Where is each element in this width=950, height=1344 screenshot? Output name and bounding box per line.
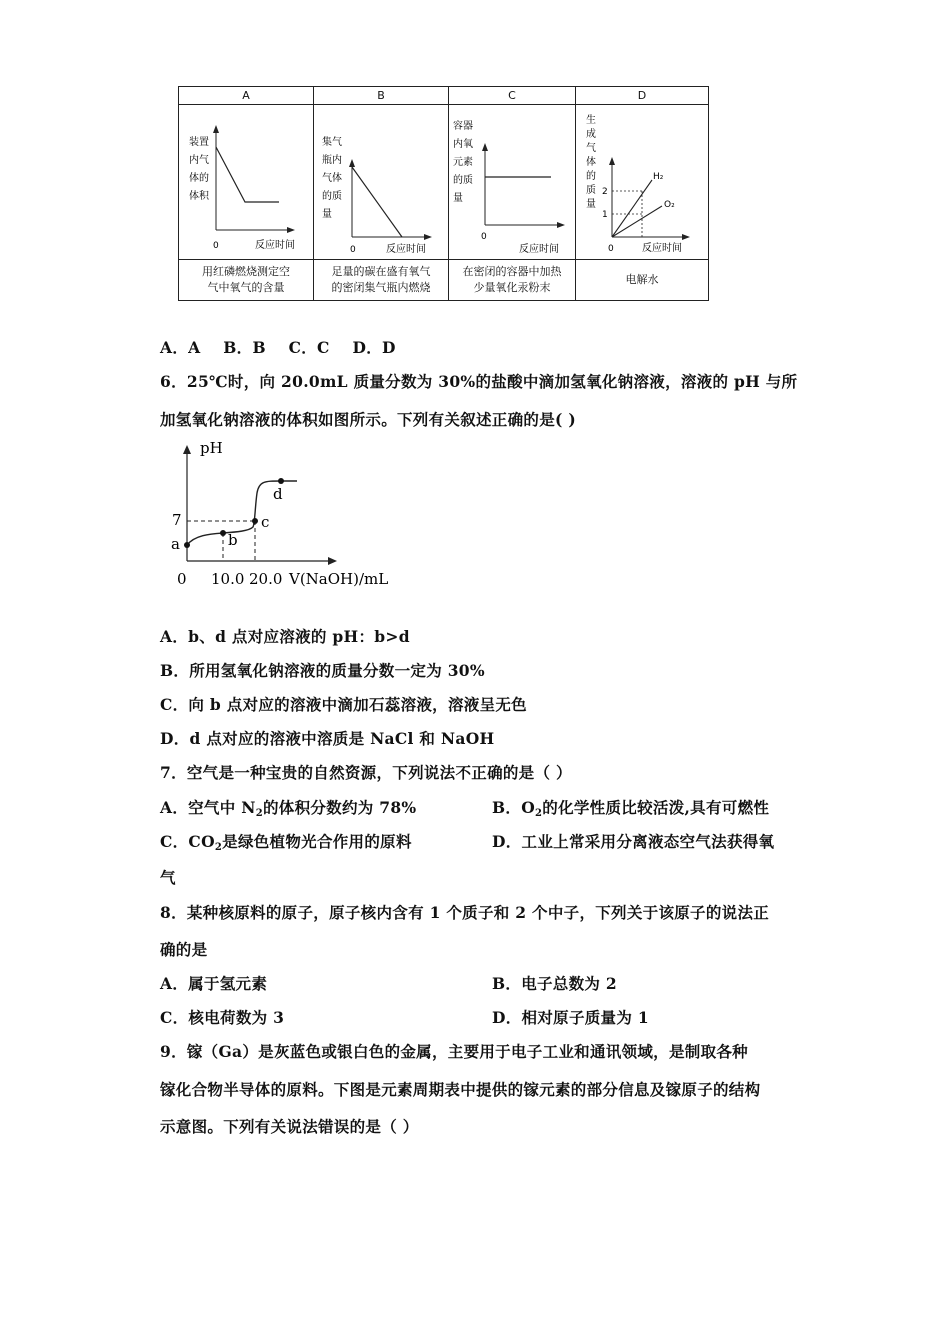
q7-option-b bbox=[492, 796, 769, 819]
header-c: C bbox=[449, 87, 576, 105]
graph-b-curve bbox=[352, 167, 402, 237]
caption-a-line1: 用红磷燃烧测定空 bbox=[202, 265, 290, 278]
graph-a-ylabel-4: 体积 bbox=[189, 191, 209, 202]
ph-x-10: 10.0 bbox=[211, 570, 245, 588]
q8-option-c: C．核电荷数为 3 bbox=[160, 1008, 285, 1027]
caption-b-line2: 的密闭集气瓶内燃烧 bbox=[331, 281, 431, 294]
graph-d-o2-line bbox=[612, 206, 662, 237]
graph-cell-b bbox=[314, 105, 449, 260]
q6-stem-line2: 加氢氧化钠溶液的体积如图所示。下列有关叙述正确的是( ) bbox=[160, 410, 576, 429]
graph-d-ylabel-2: 成 bbox=[586, 129, 596, 140]
q7-option-d-cont: 气 bbox=[160, 868, 176, 887]
graph-d-o2-label: O₂ bbox=[664, 200, 675, 210]
graph-d-y-arrow bbox=[609, 157, 615, 165]
graph-cell-c bbox=[449, 105, 576, 260]
graph-b-y-arrow bbox=[349, 159, 355, 167]
ph-graph bbox=[165, 435, 405, 595]
graph-b bbox=[314, 105, 448, 255]
graph-a bbox=[179, 105, 313, 255]
caption-d bbox=[576, 260, 709, 301]
q7-b-post: 的化学性质比较活泼,具有可燃性 bbox=[542, 798, 770, 817]
q6-stem-line1: 6．25℃时，向 20.0mL 质量分数为 30%的盐酸中滴加氢氧化钠溶液，溶液的 pH 与所 bbox=[160, 372, 798, 391]
graph-c-xlabel: 反应时间 bbox=[519, 244, 559, 255]
ph-xlabel: V(NaOH)/mL bbox=[289, 570, 389, 588]
q6-option-a: A．b、d 点对应溶液的 pH：b>d bbox=[160, 627, 410, 646]
q8-stem-line2: 确的是 bbox=[160, 940, 208, 959]
q8-stem-line1: 8．某种核原料的原子，原子核内含有 1 个质子和 2 个中子，下列关于该原子的说法正 bbox=[160, 903, 770, 922]
graph-d-ylabel-5: 的 bbox=[586, 171, 596, 182]
graph-d-tick-2: 2 bbox=[602, 187, 608, 197]
q9-line2: 镓化合物半导体的原料。下图是元素周期表中提供的镓元素的部分信息及镓原子的结构 bbox=[160, 1080, 761, 1099]
q7-option-d: D．工业上常采用分离液态空气法获得氧 bbox=[492, 832, 775, 851]
graph-cell-d bbox=[576, 105, 709, 260]
graph-d-ylabel-7: 量 bbox=[586, 199, 596, 210]
graph-a-ylabel-1: 装置 bbox=[189, 137, 209, 148]
caption-c bbox=[449, 260, 576, 301]
graph-c-ylabel-2: 内氧 bbox=[453, 139, 473, 150]
graph-cell-a bbox=[179, 105, 314, 260]
graph-d-h2-line bbox=[612, 180, 652, 237]
header-b: B bbox=[314, 87, 449, 105]
q7-c-post: 是绿色植物光合作用的原料 bbox=[222, 832, 412, 851]
ph-y-arrow bbox=[183, 445, 191, 454]
graph-a-ylabel-2: 内气 bbox=[189, 155, 209, 166]
graph-a-origin: 0 bbox=[213, 241, 219, 251]
caption-a bbox=[179, 260, 314, 301]
ph-label-d: d bbox=[273, 485, 283, 503]
graph-b-ylabel-4: 的质 bbox=[322, 191, 342, 202]
q8-option-b: B．电子总数为 2 bbox=[492, 974, 617, 993]
caption-c-line1: 在密闭的容器中加热 bbox=[462, 265, 562, 278]
graph-d-ylabel-3: 气 bbox=[586, 143, 596, 154]
q9-line3: 示意图。下列有关说法错误的是（ ） bbox=[160, 1117, 419, 1136]
ph-x-0: 0 bbox=[177, 570, 187, 588]
q8-option-d: D．相对原子质量为 1 bbox=[492, 1008, 649, 1027]
graph-b-ylabel-3: 气体 bbox=[322, 173, 342, 184]
q7-option-c bbox=[160, 830, 412, 853]
graph-c-ylabel-3: 元素 bbox=[453, 157, 473, 168]
graph-a-y-arrow bbox=[213, 125, 219, 133]
q6-option-b: B．所用氢氧化钠溶液的质量分数一定为 30% bbox=[160, 661, 485, 680]
ph-point-a bbox=[184, 542, 190, 548]
q9-line1: 9．镓（Ga）是灰蓝色或银白色的金属，主要用于电子工业和通讯领域，是制取各种 bbox=[160, 1042, 748, 1061]
ph-point-d bbox=[278, 478, 284, 484]
q7-b-sub: 2 bbox=[535, 808, 543, 819]
graph-a-x-arrow bbox=[287, 227, 295, 233]
caption-c-line2: 少量氧化汞粉末 bbox=[473, 281, 551, 294]
graph-c-ylabel-4: 的质 bbox=[453, 175, 473, 186]
q7-b-pre: B．O bbox=[492, 798, 536, 817]
graph-d-origin: 0 bbox=[608, 244, 614, 254]
q7-c-pre: C．CO bbox=[160, 832, 215, 851]
q8-option-a: A．属于氢元素 bbox=[160, 974, 268, 993]
ph-label-7: 7 bbox=[172, 511, 182, 529]
graph-d bbox=[576, 105, 708, 255]
graph-a-curve bbox=[216, 147, 279, 202]
graph-b-ylabel-5: 量 bbox=[322, 209, 332, 220]
ph-ylabel: pH bbox=[200, 439, 223, 457]
graph-d-ylabel-4: 体 bbox=[586, 157, 596, 168]
ph-point-c bbox=[252, 518, 258, 524]
ph-label-c: c bbox=[261, 513, 270, 531]
graph-c bbox=[449, 105, 575, 255]
q6-option-d: D．d 点对应的溶液中溶质是 NaCl 和 NaOH bbox=[160, 729, 495, 748]
graph-a-ylabel-3: 体的 bbox=[189, 173, 209, 184]
header-d: D bbox=[576, 87, 709, 105]
graph-b-x-arrow bbox=[424, 234, 432, 240]
ph-x-20: 20.0 bbox=[249, 570, 283, 588]
graph-b-origin: 0 bbox=[350, 245, 356, 255]
graph-c-origin: 0 bbox=[481, 232, 487, 242]
graph-d-h2-label: H₂ bbox=[653, 172, 664, 182]
graph-c-ylabel-5: 量 bbox=[453, 193, 463, 204]
graph-d-xlabel: 反应时间 bbox=[642, 243, 682, 254]
q7-stem: 7．空气是一种宝贵的自然资源，下列说法不正确的是（ ） bbox=[160, 763, 572, 782]
graph-c-x-arrow bbox=[557, 222, 565, 228]
q6-option-c: C．向 b 点对应的溶液中滴加石蕊溶液，溶液呈无色 bbox=[160, 695, 527, 714]
ph-label-a: a bbox=[171, 535, 180, 553]
q7-a-pre: A．空气中 N bbox=[160, 798, 256, 817]
caption-d-line1: 电解水 bbox=[625, 273, 659, 286]
q5-options: A．A B．B C．C D．D bbox=[160, 338, 396, 357]
q7-c-sub: 2 bbox=[214, 842, 223, 853]
q7-a-sub: 2 bbox=[255, 808, 263, 819]
figure-table bbox=[178, 86, 709, 301]
graph-b-ylabel-2: 瓶内 bbox=[322, 155, 342, 166]
graph-b-xlabel: 反应时间 bbox=[386, 244, 426, 255]
caption-a-line2: 气中氧气的含量 bbox=[207, 281, 285, 294]
q7-a-post: 的体积分数约为 78% bbox=[262, 798, 417, 817]
graph-d-tick-1: 1 bbox=[602, 210, 608, 220]
ph-label-b: b bbox=[228, 531, 238, 549]
q7-option-a bbox=[160, 796, 416, 819]
graph-d-ylabel-1: 生 bbox=[586, 115, 596, 126]
graph-b-ylabel-1: 集气 bbox=[322, 137, 342, 148]
caption-b bbox=[314, 260, 449, 301]
ph-point-b bbox=[220, 530, 226, 536]
graph-c-ylabel-1: 容器 bbox=[453, 121, 473, 132]
ph-x-arrow bbox=[328, 557, 337, 565]
header-a: A bbox=[179, 87, 314, 105]
caption-b-line1: 足量的碳在盛有氧气 bbox=[331, 265, 431, 278]
graph-d-x-arrow bbox=[682, 234, 690, 240]
graph-d-ylabel-6: 质 bbox=[586, 185, 596, 196]
graph-c-y-arrow bbox=[482, 143, 488, 151]
graph-a-xlabel: 反应时间 bbox=[255, 240, 295, 251]
